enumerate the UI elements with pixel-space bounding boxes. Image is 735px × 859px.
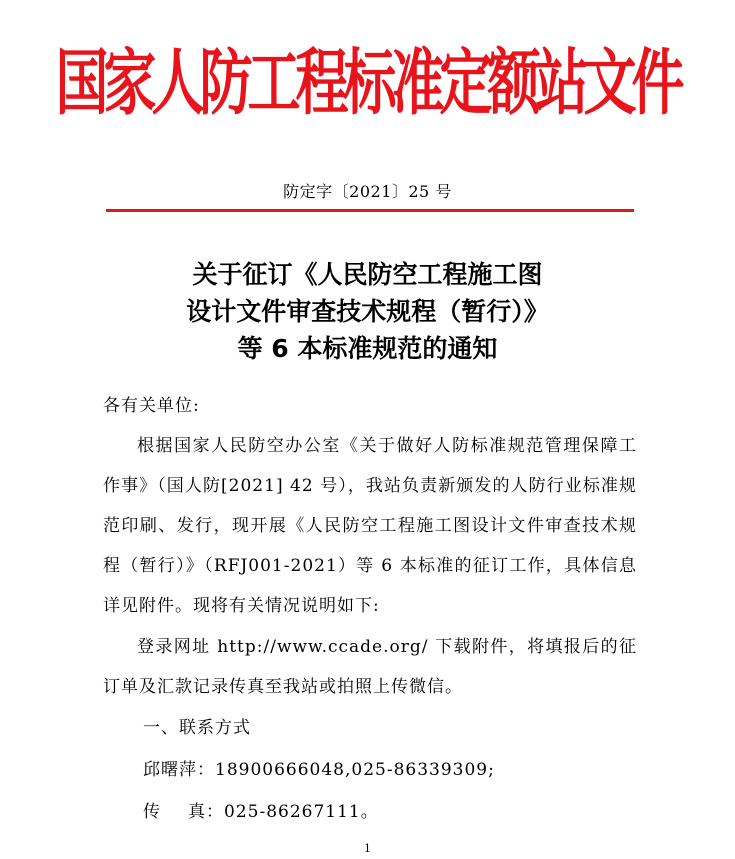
contact-phone-line: 邱曙萍：18900666048,025-86339309; [143,760,495,780]
fax-label: 传 [143,802,188,822]
title-line-2: 设计文件审查技术规程（暂行）》 [186,297,549,326]
title-line-1: 关于征订《人民防空工程施工图 [192,260,543,289]
body-paragraph-2: 登录网址 http://www.ccade.org/ 下载附件，将填报后的征订单及汇款记录传真至我站或拍照上传微信。 [103,637,637,697]
page-number: 1 [364,842,371,855]
salutation: 各有关单位: [103,396,200,416]
document-number: 防定字〔2021〕25 号 [283,182,452,201]
section-heading-contact: 一、联系方式 [143,718,251,738]
document-title [0,256,735,367]
body-paragraph-1: 根据国家人民防空办公室《关于做好人防标准规范管理保障工作事》（国人防[2021] 42 号），我站负责新颁发的人防行业标准规范印刷、发行，现开展《人民防空工程施工图设计文件审查技术规程（暂行）》（RFJ001-2021）等 6 本标准的征订工作，具体信息详见附件。现将有关情况说明如下: [103,436,637,616]
document-masthead: 国家人防工程标准定额站文件 [55,42,680,126]
fax-label-suffix: 真： [188,802,224,822]
red-divider-line [106,209,634,212]
contact-fax-line [103,792,677,832]
title-line-3: 等 6 本标准规范的通知 [237,334,498,363]
fax-value: 025-86267111。 [224,802,379,822]
